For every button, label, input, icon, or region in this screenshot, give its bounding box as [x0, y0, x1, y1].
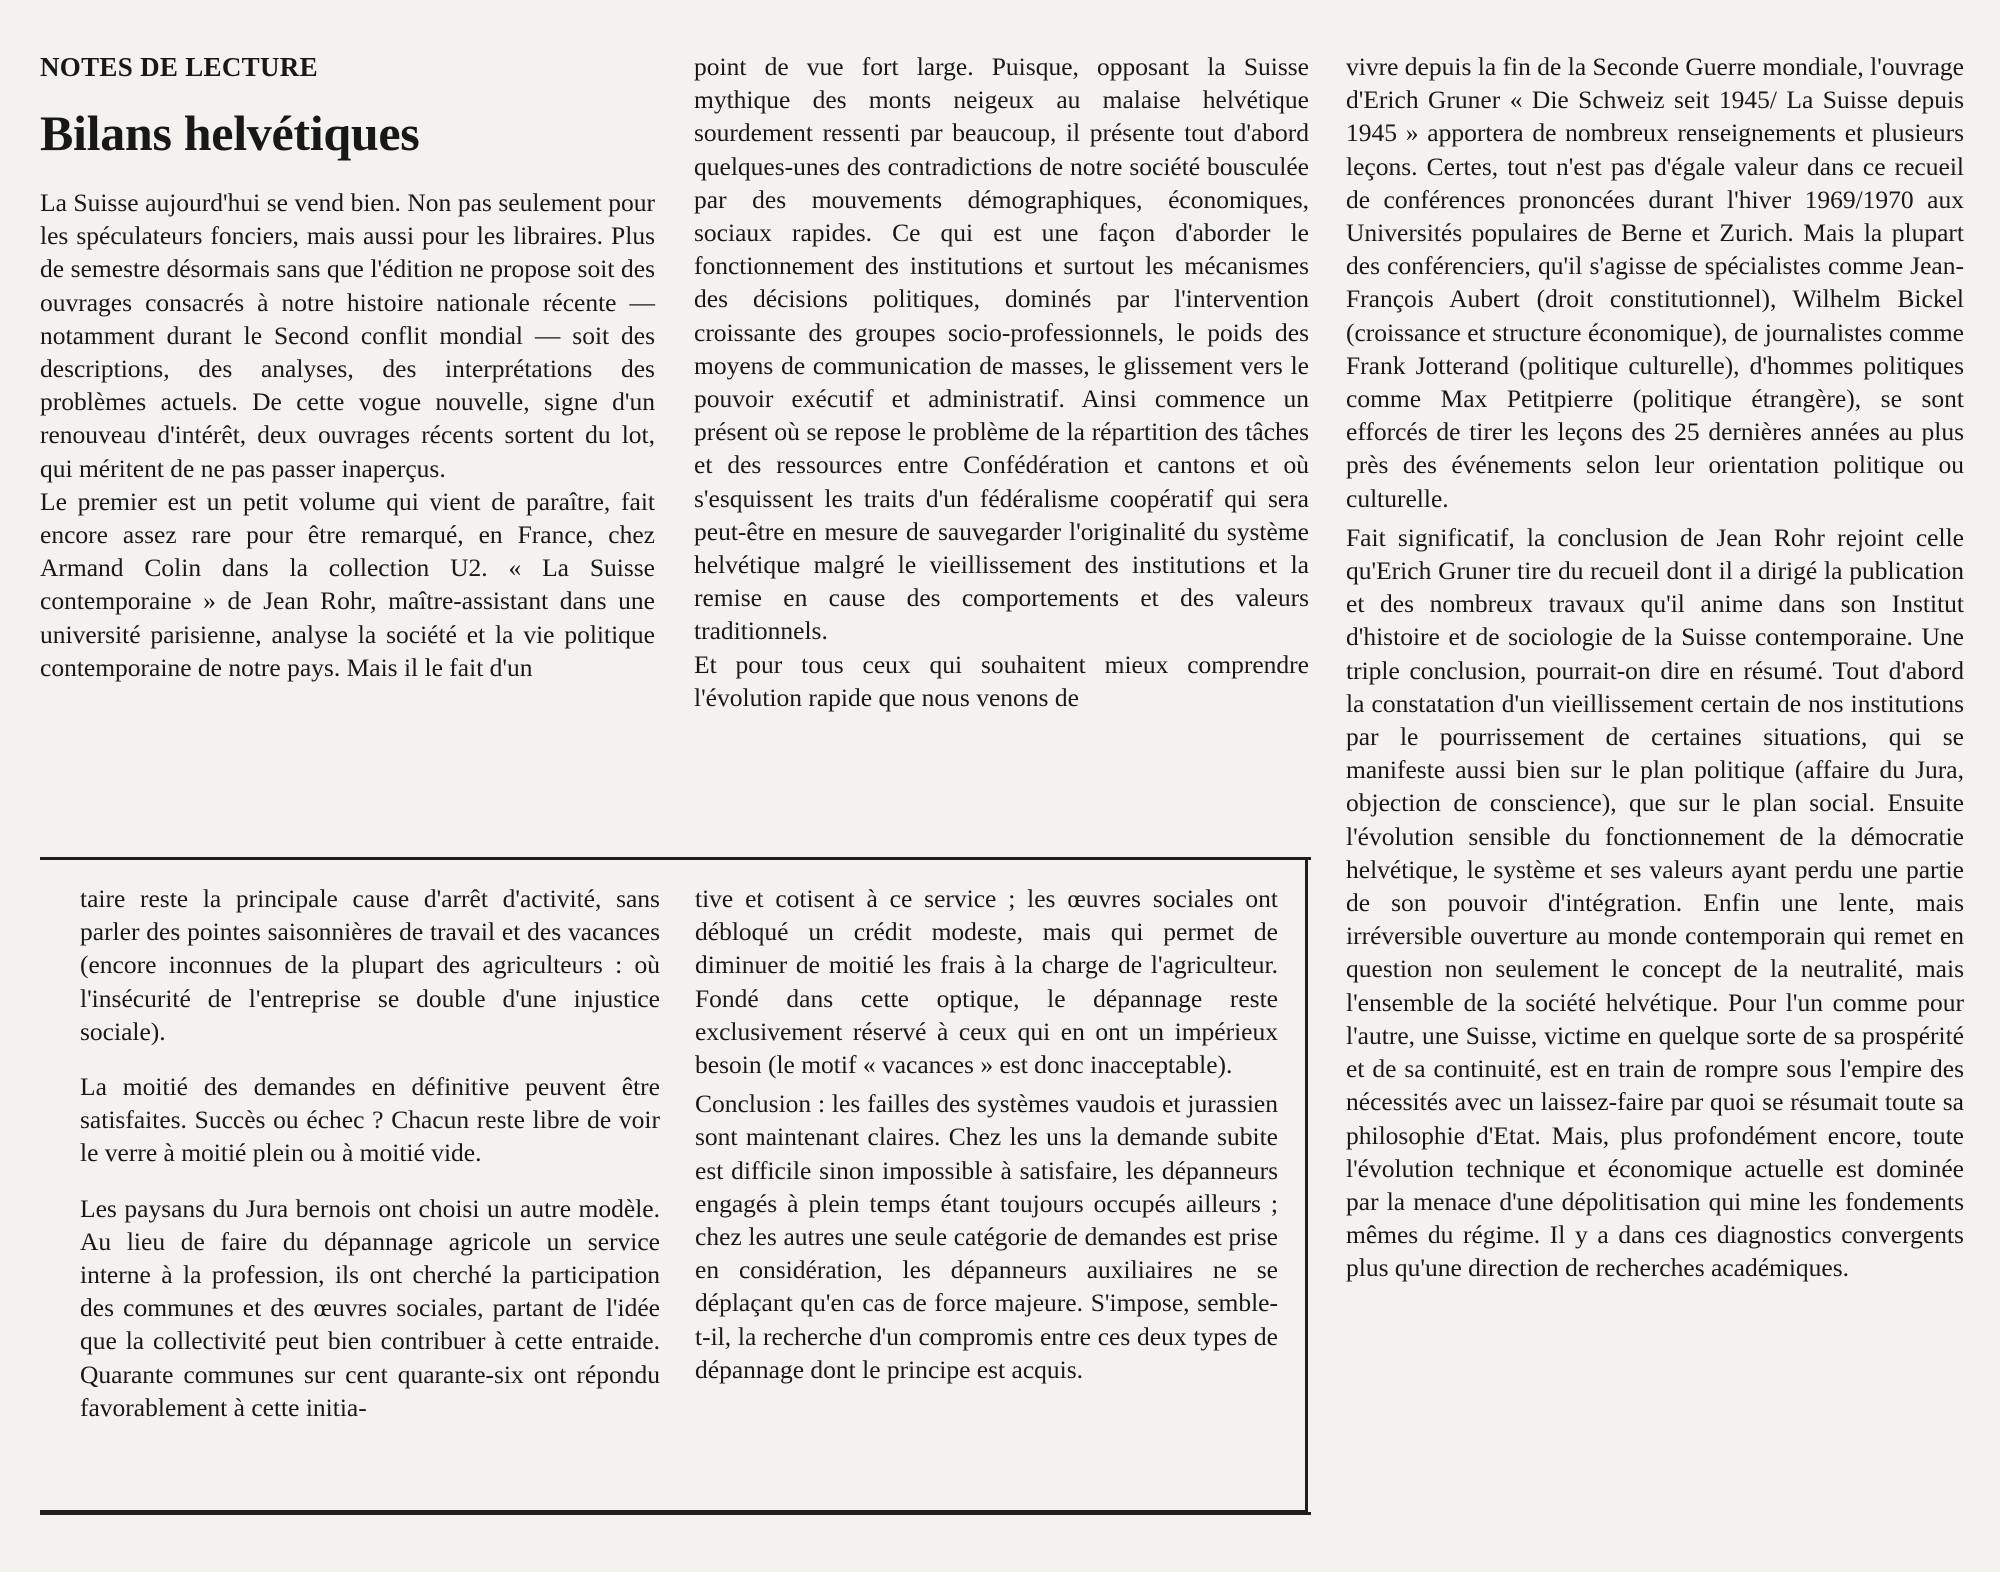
article-kicker: NOTES DE LECTURE: [40, 52, 318, 82]
paragraph: Et pour tous ceux qui souhaitent mieux comprendre l'évolution rapide que nous venons de: [694, 649, 1309, 712]
boxed-column-1: [80, 882, 660, 1424]
article-column-2: [694, 50, 1309, 714]
paragraph: Conclusion : les failles des systèmes vaudois et jurassien sont maintenant claires. Chez les uns la demande subite est difficile sinon impossible à satisfaire, les dépanneurs engagés à plein temps étant toujours occupés ailleurs ; chez les autres une seule catégorie de demandes est prise en considération, les dépanneurs auxiliaires ne se déplaçant qu'en cas de force majeure. S'impose, semble-t-il, la recherche d'un compromis entre ces deux types de dépannage dont le principe est acquis.: [695, 1089, 1278, 1384]
article-title: Bilans helvétiques: [40, 105, 420, 161]
article-column-3: [1346, 50, 1964, 1285]
paragraph: Le premier est un petit volume qui vient de paraître, fait encore assez rare pour être remarqué, en France, chez Armand Colin dans la collection U2. « La Suisse contemporaine » de Jean Rohr, maître-assistant dans une université parisienne, analyse la société et la vie politique contemporaine de notre pays. Mais il le fait d'un: [40, 486, 655, 682]
boxed-article: [40, 860, 1308, 1513]
paragraph: Fait significatif, la conclusion de Jean Rohr rejoint celle qu'Erich Gruner tire du recueil dont il a dirigé la publication et des nombreux travaux qu'il anime dans son Institut d'histoire et de sociologie de la Suisse contemporaine. Une triple conclusion, pourrait-on dire en résumé. Tout d'abord la constatation d'un vieillissement certain de nos institutions par le pourrissement de certaines situations, qui se manifeste aussi bien sur le plan politique (affaire du Jura, objection de conscience), que sur le plan social. Ensuite l'évolution sensible du fonctionnement de la démocratie helvétique, le système et ses valeurs ayant perdu une partie de son pouvoir d'intégration. Enfin une lente, mais irréversible ouverture au monde contemporain qui remet en question non seulement le concept de la neutralité, mais l'ensemble de la société helvétique. Pour l'un comme pour l'autre, une Suisse, victime en quelque sorte de sa prospérité et de sa continuité, est en train de rompre sous l'empire des nécessités avec un laissez-faire par quoi se résumait toute sa philosophie d'Etat. Mais, plus profondément encore, toute l'évolution technique et économique actuelle est dominée par la menace d'une dépolitisation qui mine les fondements mêmes du régime. Il y a dans ces diagnostics convergents plus qu'une direction de recherches académiques.: [1346, 522, 1964, 1283]
paragraph: La moitié des demandes en définitive peuvent être satisfaites. Succès ou échec ? Chacun reste libre de voir le verre à moitié plein ou à moitié vide.: [80, 1072, 660, 1168]
paragraph: tive et cotisent à ce service ; les œuvres sociales ont débloqué un crédit modeste, mais qui permet de diminuer de moitié les frais à la charge de l'agriculteur. Fondé dans cette optique, le dépannage reste exclusivement réservé à ceux qui en ont un impérieux besoin (le motif « vacances » est donc inacceptable).: [695, 884, 1278, 1080]
article-column-1: [40, 186, 655, 684]
paragraph: point de vue fort large. Puisque, opposant la Suisse mythique des monts neigeux au malaise helvétique sourdement ressenti par beaucoup, il présente tout d'abord quelques-unes des contradictions de notre société bousculée par des mouvements démographiques, économiques, sociaux rapides. Ce qui est une façon d'aborder le fonctionnement des institutions et surtout les mécanismes des décisions politiques, dominés par l'intervention croissante des groupes socio-professionnels, le poids des moyens de communication de masses, le glissement vers le pouvoir exécutif et administratif. Ainsi commence un présent où se repose le problème de la répartition des tâches et des ressources entre Confédération et cantons et où s'esquissent les traits d'un fédéralisme coopératif qui sera peut-être en mesure de sauvegarder l'originalité du système helvétique malgré le vieillissement des institutions et la remise en cause des comportements et des valeurs traditionnels.: [694, 52, 1309, 646]
paragraph: taire reste la principale cause d'arrêt d'activité, sans parler des pointes saisonnières de travail et des vacances (encore inconnues de la plupart des agriculteurs : où l'insécurité de l'entreprise se double d'une injustice sociale).: [80, 884, 660, 1046]
paragraph: vivre depuis la fin de la Seconde Guerre mondiale, l'ouvrage d'Erich Gruner « Die Schweiz seit 1945/ La Suisse depuis 1945 » apportera de nombreux renseignements et plusieurs leçons. Certes, tout n'est pas d'égale valeur dans ce recueil de conférences prononcées durant l'hiver 1969/1970 aux Universités populaires de Berne et Zurich. Mais la plupart des conférenciers, qu'il s'agisse de spécialistes comme Jean-François Aubert (droit constitutionnel), Wilhelm Bickel (croissance et structure économique), de journalistes comme Frank Jotterand (politique culturelle), d'hommes politiques comme Max Petitpierre (politique étrangère), se sont efforcés de tirer les leçons des 25 dernières années au plus près des événements selon leur orientation politique ou culturelle.: [1346, 52, 1964, 513]
paragraph: Les paysans du Jura bernois ont choisi un autre modèle. Au lieu de faire du dépannage agricole un service interne à la profession, ils ont cherché la participation des communes et des œuvres sociales, partant de l'idée que la collectivité peut bien contribuer à cette entraide. Quarante communes sur cent quarante-six ont répondu favorablement à cette initia-: [80, 1193, 660, 1422]
paragraph: La Suisse aujourd'hui se vend bien. Non pas seulement pour les spéculateurs fonciers, mais aussi pour les libraires. Plus de semestre désormais sans que l'édition ne propose soit des ouvrages consacrés à notre histoire nationale récente — notamment durant le Second conflit mondial — soit des descriptions, des analyses, des interprétations des problèmes actuels. De cette vogue nouvelle, signe d'un renouveau d'intérêt, deux ouvrages récents sortent du lot, qui méritent de ne pas passer inaperçus.: [40, 188, 655, 483]
boxed-column-2: [695, 882, 1278, 1386]
box-bottom-rule: [40, 1512, 1311, 1515]
